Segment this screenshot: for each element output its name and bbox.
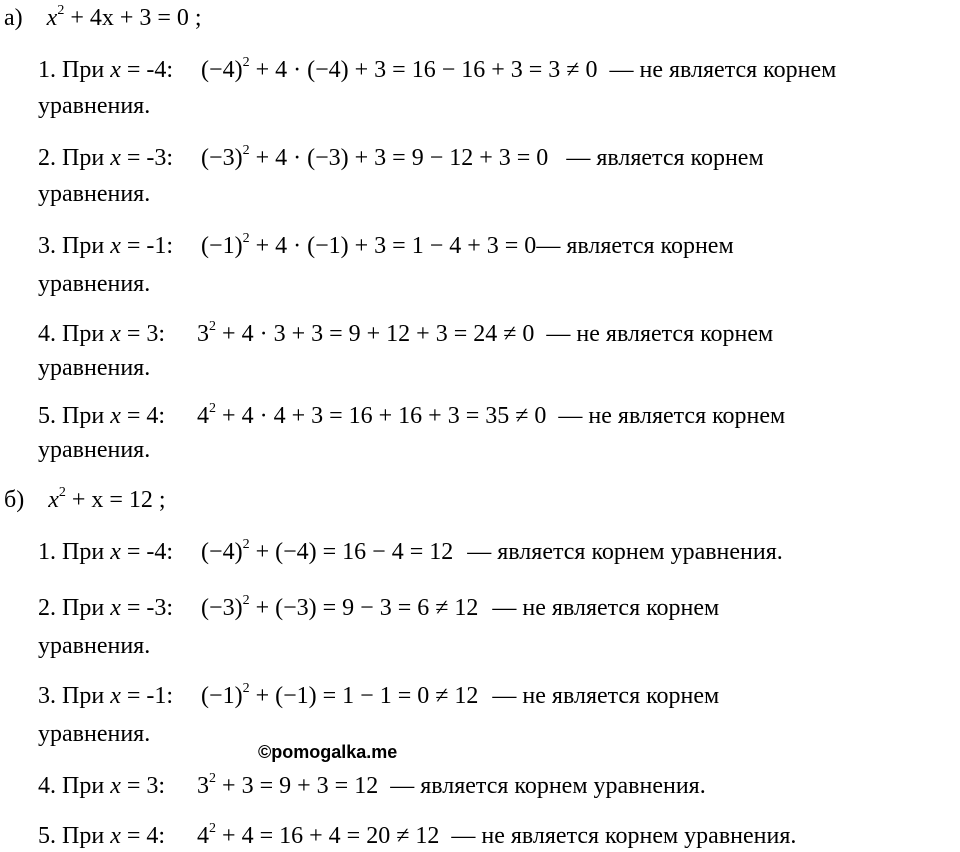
part-a-header — [4, 4, 202, 32]
part-a-item-5: 5. При x = 4: $4^2 + 4 \cdot 4 + 3 = 16 + 16 + 3 = 35 \ne 0$ — не является корнем — [38, 401, 786, 429]
part-b-item-1: 1. При x = -4: $(-4)^2 + (-4) = 16 - 4 = 12$ — является корнем уравнения. — [38, 537, 783, 565]
verdict: — является корнем — [566, 145, 764, 171]
part-b-header — [4, 486, 166, 514]
verdict: — является корнем уравнения. — [467, 539, 783, 565]
verdict: — не является корнем — [546, 321, 774, 347]
part-b-item-5: 5. При x = 4: $4^2 + 4 = 16 + 4 = 20 \ne 12$ — не является корнем уравнения. — [38, 821, 797, 849]
part-a-item-2: 2. При x = -3: $(-3)^2 + 4 \cdot (-3) + 3 = 9 - 12 + 3 = 0$ — является корнем — [38, 143, 764, 171]
part-a-item-5-tail: уравнения. — [38, 437, 151, 463]
part-b-item-3: 3. При x = -1: $(-1)^2 + (-1) = 1 - 1 = 0 \ne 12$ — не является корнем — [38, 681, 720, 709]
part-b-item-2: 2. При x = -3: $(-3)^2 + (-3) = 9 - 3 = 6 \ne 12$ — не является корнем — [38, 593, 720, 621]
part-b-equation: $x^2 + x = 12$ ; — [48, 485, 166, 513]
verdict: — не является корнем уравнения. — [451, 823, 797, 849]
verdict: — является корнем — [536, 233, 734, 259]
watermark: ©pomogalka.me — [258, 742, 398, 762]
part-b-item-3-tail: уравнения. — [38, 721, 151, 747]
verdict: — является корнем уравнения. — [390, 773, 706, 799]
part-b-item-2-tail: уравнения. — [38, 633, 151, 659]
part-a-item-3-tail: уравнения. — [38, 271, 151, 297]
part-a-item-2-tail: уравнения. — [38, 181, 151, 207]
part-a-label: а) — [4, 5, 23, 31]
part-a-equation: $x^2 + 4x + 3 = 0$ ; — [46, 3, 202, 31]
verdict: — не является корнем — [492, 683, 720, 709]
part-b-item-4: 4. При x = 3: $3^2 + 3 = 9 + 3 = 12$ — является корнем уравнения. — [38, 771, 706, 799]
part-a-item-3: 3. При x = -1: $(-1)^2 + 4 \cdot (-1) + 3 = 1 - 4 + 3$ = 0— является корнем — [38, 231, 734, 259]
part-a-item-1: 1. При x = -4: $(-4)^2 + 4 \cdot (-4) + 3 = 16 - 16 + 3 = 3 \ne 0$ — не является корнем — [38, 55, 837, 83]
part-a-item-1-tail: уравнения. — [38, 93, 151, 119]
verdict: — не является корнем — [558, 403, 786, 429]
verdict: — не является корнем — [609, 57, 837, 83]
part-a-item-4: 4. При x = 3: $3^2 + 4 \cdot 3 + 3 = 9 + 12 + 3 = 24 \ne 0$ — не является корнем — [38, 319, 774, 347]
part-a-item-4-tail: уравнения. — [38, 355, 151, 381]
part-b-label: б) — [4, 487, 25, 513]
verdict: — не является корнем — [492, 595, 720, 621]
